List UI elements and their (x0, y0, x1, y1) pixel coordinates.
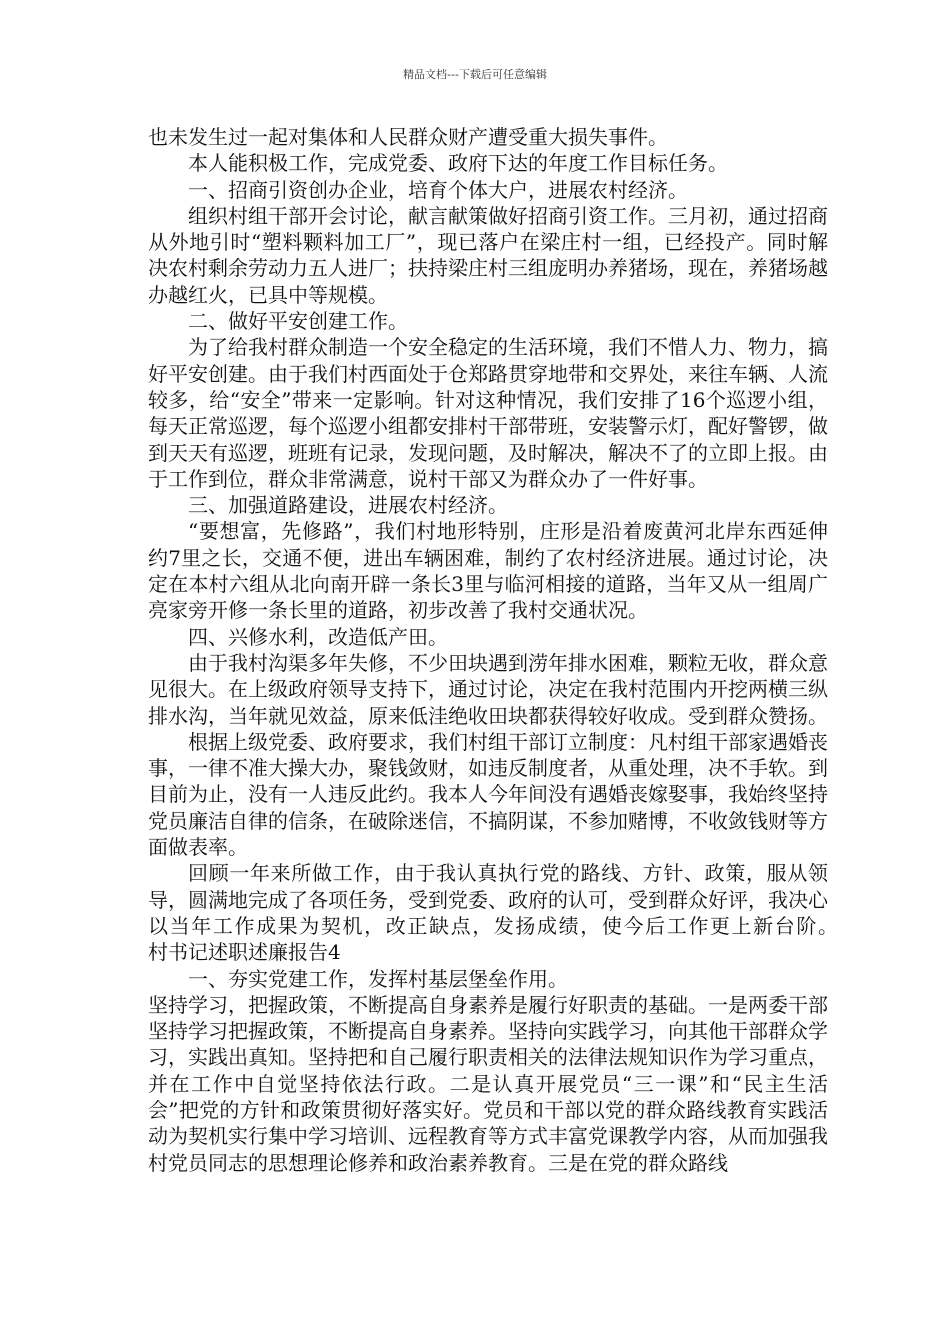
paragraph: 为了给我村群众制造一个安全稳定的生活环境，我们不惜人力、物力，搞好平安创建。由于我们村西面处于仓郑路贯穿地带和交界处，来往车辆、人流较多，给“安全”带来一定影响。针对这种情况，我们安排了16个巡逻小组，每天正常巡逻，每个巡逻小组都安排村干部带班，安装警示灯，配好警锣，做到天天有巡逻，班班有记录，发现问题，及时解决，解决不了的立即上报。由于工作到位，群众非常满意，说村干部又为群众办了一件好事。 (148, 335, 828, 491)
paragraph: 组织村组干部开会讨论，献言献策做好招商引资工作。三月初，通过招商从外地引时“塑料颗料加工厂”，现已落户在梁庄村一组，已经投产。同时解决农村剩余劳动力五人进厂；扶持梁庄村三组庞明办养猪场，现在，养猪场越办越红火，已具中等规模。 (148, 203, 828, 307)
paragraph: 也未发生过一起对集体和人民群众财产遭受重大损失事件。 (148, 125, 668, 149)
paragraph: 四、兴修水利，改造低产田。 (188, 624, 448, 649)
paragraph: 由于我村沟渠多年失修，不少田块遇到涝年排水困难，颗粒无收，群众意见很大。在上级政府领导支持下，通过讨论，决定在我村范围内开挖两横三纵排水沟，当年就见效益，原来低洼绝收田块都获得较好收成。受到群众赞扬。 (148, 650, 828, 728)
paragraph: “要想富，先修路”，我们村地形特别，庄形是沿着废黄河北岸东西延伸约7里之长，交通不便，进出车辆困难，制约了农村经济进展。通过讨论，决定在本村六组从北向南开辟一条长3里与临河相接的道路，当年又从一组周广亮家旁开修一条长里的道路，初步改善了我村交通状况。 (148, 519, 828, 623)
document-body (148, 124, 868, 1176)
paragraph: 一、夯实党建工作，发挥村基层堡垒作用。 (188, 966, 568, 991)
paragraph: 本人能积极工作，完成党委、政府下达的年度工作目标任务。 (188, 151, 728, 176)
paragraph: 三、加强道路建设，进展农村经济。 (188, 493, 508, 518)
paragraph: 根据上级党委、政府要求，我们村组干部订立制度：凡村组干部家遇婚丧事，一律不准大操大办，聚钱敛财，如违反制度者，从重处理，决不手软。到目前为止，没有一人违反此约。我本人今年间没有遇婚丧嫁娶事，我始终坚持党员廉洁自律的信条，在破除迷信，不搞阴谋，不参加赌博，不收敛钱财等方面做表率。 (148, 729, 828, 860)
paragraph: 一、招商引资创办企业，培育个体大户，进展农村经济。 (188, 177, 688, 202)
page-header: 精品文档---下载后可任意编辑 (403, 68, 547, 81)
paragraph: 回顾一年来所做工作，由于我认真执行党的路线、方针、政策，服从领导，圆满地完成了各项任务，受到党委、政府的认可，受到群众好评，我决心以当年工作成果为契机，改正缺点，发扬成绩，使今后工作更上新台阶。 村书记述职述廉报告4 (148, 861, 868, 965)
paragraph: 坚持学习，把握政策，不断提高自身素养是履行好职责的基础。一是两委干部坚持学习把握政策，不断提高自身素养。坚持向实践学习，向其他干部群众学习，实践出真知。坚持把和自己履行职责相关的法律法规知识作为学习重点，并在工作中自觉坚持依法行政。二是认真开展党员“三一课”和“民主生活会”把党的方针和政策贯彻好落实好。党员和干部以党的群众路线教育实践活动为契机实行集中学习培训、远程教育等方式丰富党课教学内容，从而加强我村党员同志的思想理论修养和政治素养教育。三是在党的群众路线 (148, 992, 828, 1175)
paragraph: 二、做好平安创建工作。 (188, 309, 408, 334)
